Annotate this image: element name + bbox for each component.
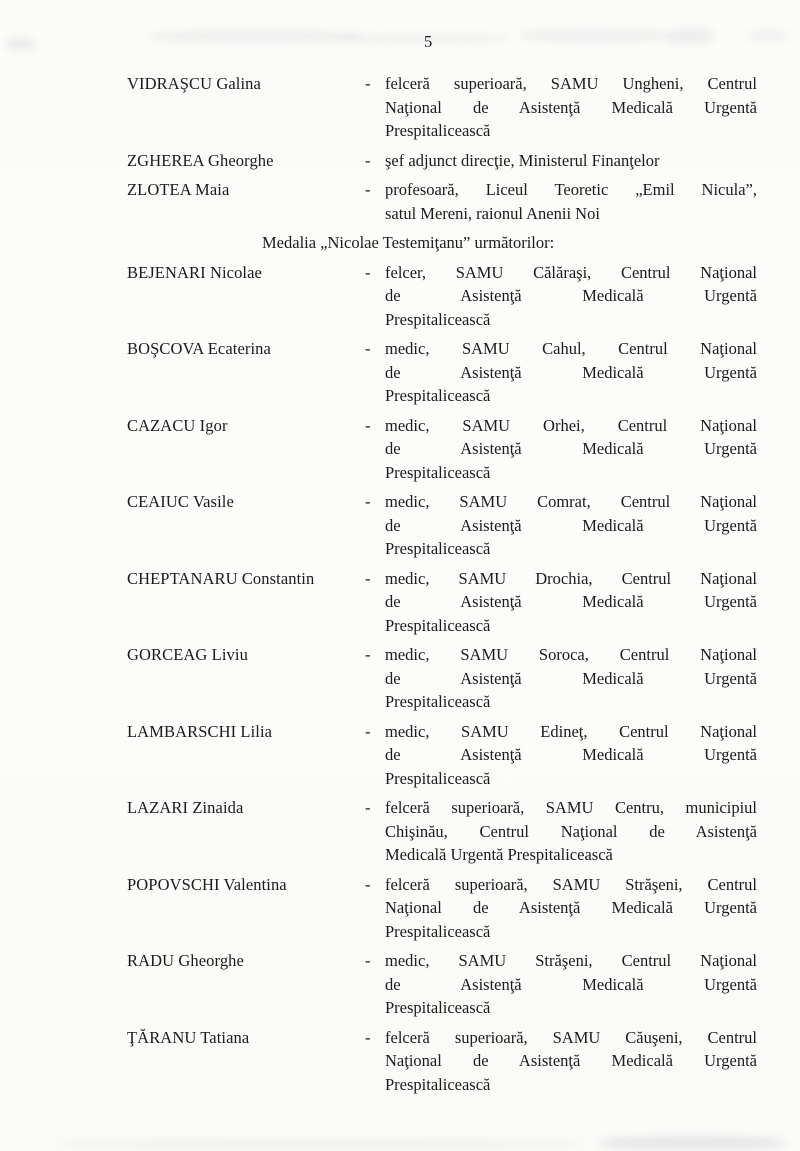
entry-list-top (127, 72, 757, 225)
recipient-description (385, 149, 757, 173)
description-line: felceră superioară, SAMU Străşeni, Centrul (385, 874, 757, 894)
recipient-description (385, 1026, 757, 1097)
recipient-name: RADU Gheorghe (127, 951, 244, 970)
description-line: Naţional de Asistenţă Medicală Urgentă (385, 97, 757, 117)
description-line: Naţional de Asistenţă Medicală Urgentă (385, 898, 757, 917)
recipient-description (385, 178, 757, 225)
description-line: de Asistenţă Medicală Urgentă (385, 974, 757, 994)
recipient-name: LAZARI Zinaida (127, 798, 244, 817)
recipient-name: LAMBARSCHI Lilia (127, 721, 273, 741)
description-line: Prespitalicească (385, 615, 491, 635)
award-entry (127, 949, 757, 1020)
award-entry (127, 72, 757, 143)
entry-list-medal (127, 261, 757, 1097)
recipient-description (385, 873, 757, 944)
recipient-name: CEAIUC Vasile (127, 492, 234, 511)
description-line: medic, SAMU Cahul, Centrul Naţional (385, 339, 757, 358)
document-body (127, 72, 757, 1102)
dash-separator: - (365, 74, 371, 93)
description-line: medic, SAMU Soroca, Centrul Naţional (385, 645, 757, 664)
award-entry (127, 149, 757, 173)
dash-separator: - (365, 721, 371, 741)
award-entry (127, 796, 757, 867)
recipient-name: CHEPTANARU Constantin (127, 568, 315, 588)
award-entry (127, 337, 757, 408)
description-line: Prespitalicească (385, 921, 491, 941)
description-line: de Asistenţă Medicală Urgentă (385, 668, 757, 688)
description-line: Naţional de Asistenţă Medicală Urgentă (385, 1051, 757, 1070)
dash-separator: - (365, 1027, 371, 1047)
scan-smudge (600, 1137, 785, 1149)
description-line: Chişinău, Centrul Naţional de Asistenţă (385, 821, 757, 841)
description-line: de Asistenţă Medicală Urgentă (385, 745, 757, 764)
description-line: Prespitalicească (385, 998, 491, 1017)
recipient-name: ŢĂRANU Tatiana (127, 1027, 250, 1047)
dash-separator: - (365, 492, 371, 511)
description-line: profesoară, Liceul Teoretic „Emil Nicula”, (385, 180, 757, 199)
scan-smudge (150, 30, 360, 43)
description-line: Prespitalicească (385, 692, 491, 711)
description-line: satul Mereni, raionul Anenii Noi (385, 203, 600, 223)
description-line: felceră superioară, SAMU Centru, municipiul (385, 798, 757, 817)
description-line: Medicală Urgentă Prespitalicească (385, 845, 613, 864)
description-line: Prespitalicească (385, 462, 491, 482)
award-entry (127, 414, 757, 485)
description-line: felceră superioară, SAMU Ungheni, Centrul (385, 74, 757, 93)
award-entry (127, 567, 757, 638)
description-line: Prespitalicească (385, 309, 491, 329)
description-line: de Asistenţă Medicală Urgentă (385, 592, 757, 611)
description-line: de Asistenţă Medicală Urgentă (385, 515, 757, 535)
description-line: felcer, SAMU Călăraşi, Centrul Naţional (385, 262, 757, 282)
dash-separator: - (365, 568, 371, 588)
recipient-description (385, 337, 757, 408)
recipient-description (385, 949, 757, 1020)
medal-section-heading: Medalia „Nicolae Testemiţanu” următorilor: (262, 233, 555, 252)
description-line: medic, SAMU Comrat, Centrul Naţional (385, 492, 757, 511)
dash-separator: - (365, 415, 371, 435)
award-entry (127, 720, 757, 791)
recipient-description (385, 261, 757, 332)
recipient-description (385, 72, 757, 143)
recipient-name: BEJENARI Nicolae (127, 262, 262, 282)
recipient-description (385, 796, 757, 867)
recipient-name: ZGHEREA Gheorghe (127, 150, 274, 170)
dash-separator: - (365, 180, 371, 199)
award-entry (127, 643, 757, 714)
recipient-description (385, 490, 757, 561)
scan-smudge (60, 1140, 580, 1148)
award-entry (127, 1026, 757, 1097)
dash-separator: - (365, 339, 371, 358)
page-number: 5 (424, 32, 433, 51)
dash-separator: - (365, 150, 371, 170)
dash-separator: - (365, 262, 371, 282)
description-line: medic, SAMU Drochia, Centrul Naţional (385, 568, 757, 588)
dash-separator: - (365, 798, 371, 817)
dash-separator: - (365, 874, 371, 894)
recipient-name: POPOVSCHI Valentina (127, 874, 287, 894)
description-line: medic, SAMU Orhei, Centrul Naţional (385, 415, 757, 435)
award-entry (127, 261, 757, 332)
scan-smudge (748, 30, 788, 42)
description-line: şef adjunct direcţie, Ministerul Finanţelor (385, 150, 660, 170)
description-line: medic, SAMU Străşeni, Centrul Naţional (385, 951, 757, 970)
description-line: Prespitalicească (385, 539, 491, 558)
recipient-name: BOŞCOVA Ecaterina (127, 339, 271, 358)
scan-smudge (520, 29, 670, 42)
award-entry (127, 873, 757, 944)
recipient-name: VIDRAŞCU Galina (127, 74, 261, 93)
recipient-name: CAZACU Igor (127, 415, 228, 435)
dash-separator: - (365, 951, 371, 970)
recipient-name: GORCEAG Liviu (127, 645, 248, 664)
description-line: de Asistenţă Medicală Urgentă (385, 439, 757, 458)
description-line: Prespitalicească (385, 386, 491, 405)
scan-smudge (666, 29, 714, 44)
recipient-description (385, 643, 757, 714)
description-line: Prespitalicească (385, 1074, 491, 1094)
description-line: Prespitalicească (385, 768, 491, 788)
recipient-description (385, 720, 757, 791)
recipient-description (385, 567, 757, 638)
scan-smudge (6, 38, 36, 50)
recipient-name: ZLOTEA Maia (127, 180, 230, 199)
description-line: felceră superioară, SAMU Căuşeni, Centrul (385, 1027, 757, 1047)
award-entry (127, 178, 757, 225)
award-entry (127, 490, 757, 561)
description-line: Prespitalicească (385, 121, 491, 140)
recipient-description (385, 414, 757, 485)
description-line: medic, SAMU Edineţ, Centrul Naţional (385, 721, 757, 741)
dash-separator: - (365, 645, 371, 664)
description-line: de Asistenţă Medicală Urgentă (385, 362, 757, 382)
description-line: de Asistenţă Medicală Urgentă (385, 286, 757, 305)
